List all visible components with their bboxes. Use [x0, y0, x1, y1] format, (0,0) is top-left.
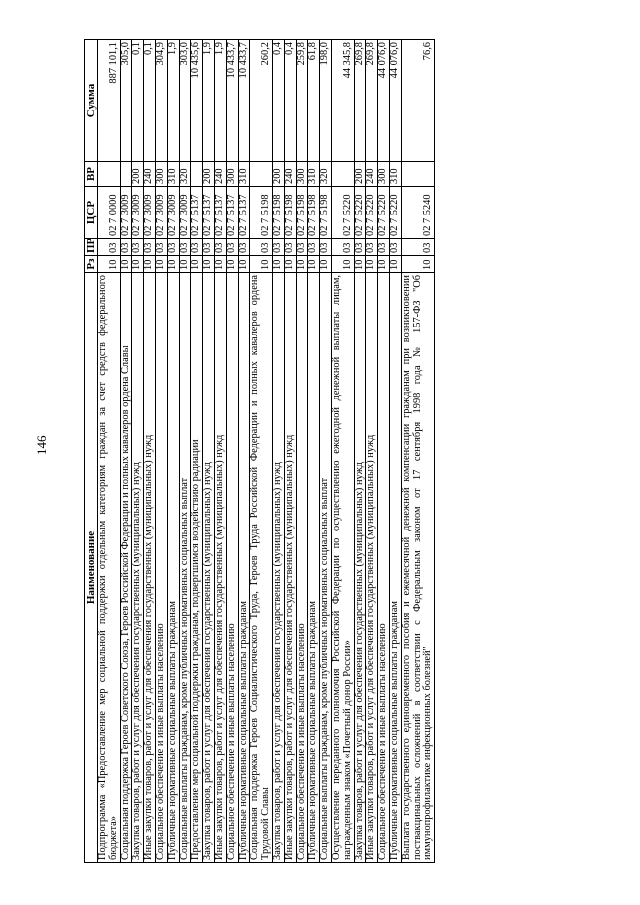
table-row: [378, 40, 390, 863]
cell-csr: 02 7 5240: [401, 187, 434, 239]
header-vr: ВР: [85, 162, 98, 187]
cell-csr: 02 7 5220: [366, 187, 378, 239]
cell-pr: 03: [296, 239, 308, 256]
cell-name: Выплата государственного единовременного пособия и ежемесячной денежной компенсации гражданам при возникновении поствакцинальных осложнений в соответствии с Федеральным законом от 17 сентября 1998 года № 157-ФЗ "Об иммунопрофилактике инфекционных болезней": [401, 273, 434, 863]
cell-pr: 03: [308, 239, 320, 256]
cell-csr: 02 7 5137: [191, 187, 203, 239]
cell-pr: 03: [331, 239, 354, 256]
cell-rz: 10: [389, 256, 401, 273]
cell-name: Социальные выплаты гражданам, кроме публичных нормативных социальных выплат: [320, 273, 332, 863]
table-row: [320, 40, 332, 863]
cell-rz: 10: [250, 256, 273, 273]
cell-vr: [401, 162, 434, 187]
cell-pr: 03: [354, 239, 366, 256]
cell-name: Социальное обеспечение и иные выплаты населению: [155, 273, 167, 863]
table-row: [308, 40, 320, 863]
cell-rz: 10: [366, 256, 378, 273]
cell-vr: 310: [238, 162, 250, 187]
cell-vr: [331, 162, 354, 187]
cell-sum: 1,9: [203, 40, 215, 162]
cell-rz: 10: [272, 256, 284, 273]
table-row: [120, 40, 132, 863]
table-row: [132, 40, 144, 863]
cell-pr: 03: [389, 239, 401, 256]
cell-vr: [120, 162, 132, 187]
cell-rz: 10: [120, 256, 132, 273]
cell-sum: 305,0: [120, 40, 132, 162]
cell-sum: 0,4: [284, 40, 296, 162]
cell-vr: 200: [203, 162, 215, 187]
cell-sum: 269,8: [366, 40, 378, 162]
cell-sum: 44 076,0: [389, 40, 401, 162]
cell-rz: 10: [296, 256, 308, 273]
cell-rz: 10: [308, 256, 320, 273]
cell-pr: 03: [191, 239, 203, 256]
cell-csr: 02 7 3009: [167, 187, 179, 239]
cell-name: Иные закупки товаров, работ и услуг для обеспечения государственных (муниципальных) нужд: [284, 273, 296, 863]
table-row: [203, 40, 215, 863]
cell-csr: 02 7 3009: [179, 187, 191, 239]
cell-sum: 10 433,7: [226, 40, 238, 162]
cell-vr: 320: [320, 162, 332, 187]
cell-rz: 10: [238, 256, 250, 273]
cell-pr: 03: [226, 239, 238, 256]
cell-sum: 259,8: [296, 40, 308, 162]
cell-csr: 02 7 3009: [144, 187, 156, 239]
cell-vr: 300: [378, 162, 390, 187]
cell-name: Социальная поддержка Героев Советского Союза, Героев Российской Федерации и полных кавалеров ордена Славы: [120, 273, 132, 863]
cell-name: Социальное обеспечение и иные выплаты населению: [226, 273, 238, 863]
cell-rz: 10: [401, 256, 434, 273]
cell-name: Предоставление мер социальной поддержки гражданам, подвергшимся воздействию радиации: [191, 273, 203, 863]
cell-csr: 02 7 0000: [98, 187, 121, 239]
cell-sum: 1,9: [167, 40, 179, 162]
table-row: [179, 40, 191, 863]
cell-vr: 240: [284, 162, 296, 187]
cell-name: Публичные нормативные социальные выплаты гражданам: [308, 273, 320, 863]
cell-pr: 03: [167, 239, 179, 256]
cell-vr: [98, 162, 121, 187]
cell-vr: 300: [155, 162, 167, 187]
cell-csr: 02 7 5198: [296, 187, 308, 239]
cell-vr: 310: [167, 162, 179, 187]
cell-pr: 03: [320, 239, 332, 256]
cell-sum: 1,9: [214, 40, 226, 162]
cell-csr: 02 7 5198: [320, 187, 332, 239]
rotated-table-container: [84, 40, 435, 863]
cell-vr: 300: [226, 162, 238, 187]
cell-name: Публичные нормативные социальные выплаты гражданам: [167, 273, 179, 863]
cell-csr: 02 7 5137: [214, 187, 226, 239]
cell-csr: 02 7 3009: [155, 187, 167, 239]
cell-rz: 10: [354, 256, 366, 273]
cell-rz: 10: [284, 256, 296, 273]
cell-vr: [191, 162, 203, 187]
table-row: [331, 40, 354, 863]
cell-name: Публичные нормативные социальные выплаты гражданам: [238, 273, 250, 863]
table-row: [272, 40, 284, 863]
cell-pr: 03: [144, 239, 156, 256]
cell-vr: 240: [214, 162, 226, 187]
table-row: [296, 40, 308, 863]
cell-vr: 240: [366, 162, 378, 187]
cell-pr: 03: [284, 239, 296, 256]
cell-rz: 10: [144, 256, 156, 273]
cell-pr: 03: [378, 239, 390, 256]
table-row: [98, 40, 121, 863]
cell-pr: 03: [203, 239, 215, 256]
cell-csr: 02 7 5220: [331, 187, 354, 239]
cell-vr: 320: [179, 162, 191, 187]
cell-rz: 10: [214, 256, 226, 273]
table-row: [389, 40, 401, 863]
cell-name: Социальное обеспечение и иные выплаты населению: [378, 273, 390, 863]
cell-rz: 10: [179, 256, 191, 273]
header-csr: ЦСР: [85, 187, 98, 239]
cell-rz: 10: [320, 256, 332, 273]
cell-pr: 03: [250, 239, 273, 256]
cell-name: Иные закупки товаров, работ и услуг для обеспечения государственных (муниципальных) нужд: [366, 273, 378, 863]
cell-pr: 03: [120, 239, 132, 256]
table-row: [214, 40, 226, 863]
header-rz: Рз: [85, 256, 98, 273]
cell-name: Публичные нормативные социальные выплаты гражданам: [389, 273, 401, 863]
cell-sum: 269,8: [354, 40, 366, 162]
header-pr: ПР: [85, 239, 98, 256]
cell-pr: 03: [366, 239, 378, 256]
cell-pr: 03: [401, 239, 434, 256]
cell-csr: 02 7 5220: [389, 187, 401, 239]
cell-csr: 02 7 3009: [120, 187, 132, 239]
cell-name: Закупка товаров, работ и услуг для обеспечения государственных (муниципальных) нужд: [272, 273, 284, 863]
cell-name: Социальное обеспечение и иные выплаты населению: [296, 273, 308, 863]
cell-vr: 300: [296, 162, 308, 187]
cell-vr: 310: [308, 162, 320, 187]
header-name: Наименование: [85, 273, 98, 863]
cell-name: Закупка товаров, работ и услуг для обеспечения государственных (муниципальных) нужд: [203, 273, 215, 863]
cell-rz: 10: [132, 256, 144, 273]
cell-vr: 310: [389, 162, 401, 187]
cell-pr: 03: [214, 239, 226, 256]
cell-csr: 02 7 5220: [354, 187, 366, 239]
cell-pr: 03: [155, 239, 167, 256]
cell-pr: 03: [272, 239, 284, 256]
cell-csr: 02 7 5198: [250, 187, 273, 239]
table-row: [284, 40, 296, 863]
cell-sum: 260,2: [250, 40, 273, 162]
cell-vr: [250, 162, 273, 187]
table-header-row: [85, 40, 98, 863]
table-row: [366, 40, 378, 863]
cell-csr: 02 7 5198: [308, 187, 320, 239]
cell-name: Закупка товаров, работ и услуг для обеспечения государственных (муниципальных) нужд: [132, 273, 144, 863]
cell-vr: 240: [144, 162, 156, 187]
cell-vr: 200: [272, 162, 284, 187]
cell-rz: 10: [155, 256, 167, 273]
cell-sum: 887 101,1: [98, 40, 121, 162]
cell-csr: 02 7 5198: [284, 187, 296, 239]
cell-rz: 10: [331, 256, 354, 273]
cell-pr: 03: [238, 239, 250, 256]
cell-sum: 0,4: [272, 40, 284, 162]
cell-name: Закупка товаров, работ и услуг для обеспечения государственных (муниципальных) нужд: [354, 273, 366, 863]
cell-sum: 304,9: [155, 40, 167, 162]
cell-vr: 200: [132, 162, 144, 187]
cell-sum: 10 433,7: [238, 40, 250, 162]
header-sum: Сумма: [85, 40, 98, 162]
cell-rz: 10: [98, 256, 121, 273]
cell-pr: 03: [132, 239, 144, 256]
cell-sum: 61,8: [308, 40, 320, 162]
table-body: [98, 40, 435, 863]
cell-vr: 200: [354, 162, 366, 187]
table-row: [155, 40, 167, 863]
table-row: [354, 40, 366, 863]
cell-csr: 02 7 5220: [378, 187, 390, 239]
cell-pr: 03: [179, 239, 191, 256]
table-row: [238, 40, 250, 863]
page-number: 146: [34, 435, 49, 455]
cell-name: Социальная поддержка Героев Социалистического Труда, Героев Труда Российской Федерации и полных кавалеров ордена Трудовой Славы: [250, 273, 273, 863]
cell-sum: 76,6: [401, 40, 434, 162]
cell-sum: 0,1: [132, 40, 144, 162]
cell-csr: 02 7 3009: [132, 187, 144, 239]
cell-sum: 0,1: [144, 40, 156, 162]
table-row: [191, 40, 203, 863]
cell-csr: 02 7 5137: [203, 187, 215, 239]
budget-table: [84, 39, 435, 863]
cell-name: Иные закупки товаров, работ и услуг для обеспечения государственных (муниципальных) нужд: [144, 273, 156, 863]
table-row: [401, 40, 434, 863]
cell-rz: 10: [203, 256, 215, 273]
cell-csr: 02 7 5198: [272, 187, 284, 239]
cell-sum: 44 076,0: [378, 40, 390, 162]
cell-rz: 10: [378, 256, 390, 273]
table-row: [144, 40, 156, 863]
table-row: [250, 40, 273, 863]
cell-rz: 10: [226, 256, 238, 273]
cell-sum: 198,0: [320, 40, 332, 162]
cell-name: Подпрограмма «Предоставление мер социальной поддержки отдельным категориям граждан за счет средств федерального бюджета»: [98, 273, 121, 863]
cell-sum: 10 435,6: [191, 40, 203, 162]
cell-name: Социальные выплаты гражданам, кроме публичных нормативных социальных выплат: [179, 273, 191, 863]
cell-name: Иные закупки товаров, работ и услуг для обеспечения государственных (муниципальных) нужд: [214, 273, 226, 863]
table-row: [226, 40, 238, 863]
table-row: [167, 40, 179, 863]
cell-pr: 03: [98, 239, 121, 256]
cell-csr: 02 7 5137: [238, 187, 250, 239]
cell-sum: 303,0: [179, 40, 191, 162]
cell-csr: 02 7 5137: [226, 187, 238, 239]
cell-name: Осуществление переданного полномочия Российской Федерации по осуществлению ежегодной денежной выплаты лицам, награжденным знаком «Почетный донор России»: [331, 273, 354, 863]
cell-rz: 10: [191, 256, 203, 273]
cell-sum: 44 345,8: [331, 40, 354, 162]
cell-rz: 10: [167, 256, 179, 273]
